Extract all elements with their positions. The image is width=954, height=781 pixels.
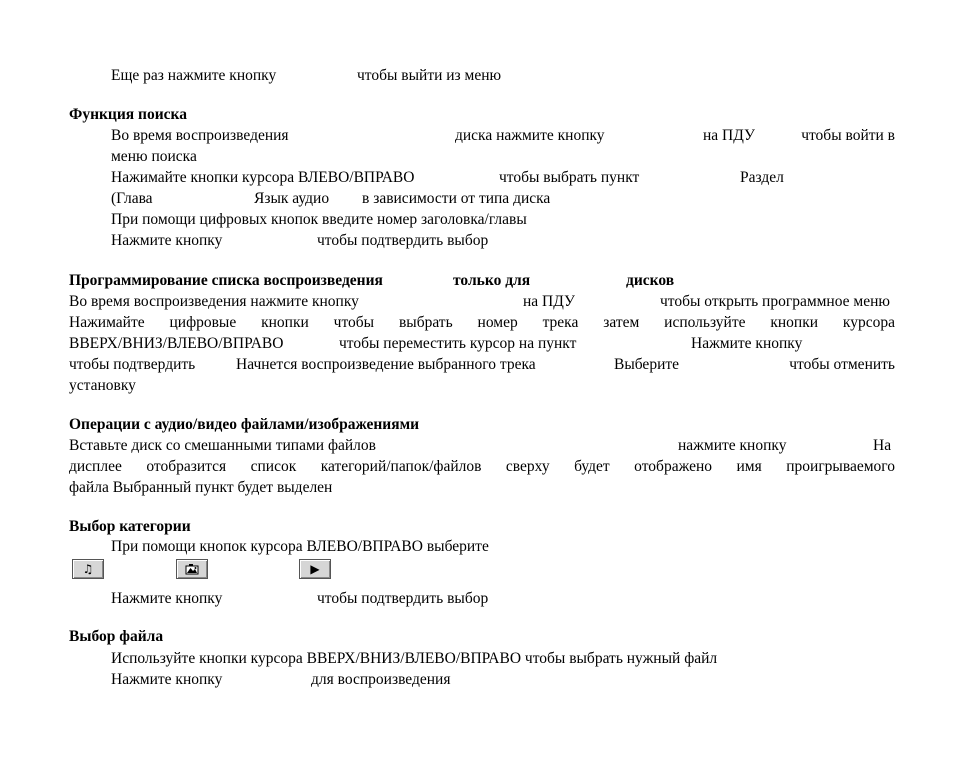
text-line: (Глава bbox=[111, 190, 153, 207]
text-line: для воспроизведения bbox=[311, 671, 451, 688]
music-note-icon[interactable]: ♫ bbox=[72, 559, 104, 579]
section-heading-program: Программирование списка воспроизведения bbox=[69, 272, 383, 289]
text-line: на ПДУ bbox=[523, 293, 575, 310]
text-line: Раздел bbox=[740, 169, 784, 186]
text-line: чтобы подтвердить bbox=[69, 356, 196, 373]
text-line: Нажмите кнопку bbox=[111, 671, 223, 688]
text-line: диска нажмите кнопку bbox=[455, 127, 605, 144]
section-heading-category: Выбор категории bbox=[69, 518, 191, 535]
section-heading-program-part: дисков bbox=[626, 272, 675, 289]
section-heading-program-part: только для bbox=[453, 272, 531, 289]
text-line: Используйте кнопки курсора ВВЕРХ/ВНИЗ/ВЛЕВО/ВПРАВО чтобы выбрать нужный файл bbox=[111, 650, 718, 667]
text-line-content: Нажимайте цифровые кнопки чтобы выбрать номер трека затем используйте кнопки курсора bbox=[69, 314, 895, 331]
text-line: Начнется воспроизведение выбранного трека bbox=[236, 356, 536, 373]
text-line: Во время воспроизведения bbox=[111, 127, 289, 144]
text-line: чтобы выбрать пункт bbox=[499, 169, 640, 186]
text-line: чтобы выйти из меню bbox=[357, 67, 502, 84]
text-line: При помощи кнопок курсора ВЛЕВО/ВПРАВО выберите bbox=[111, 538, 489, 555]
text-line: на ПДУ bbox=[703, 127, 755, 144]
text-line: чтобы войти в bbox=[801, 127, 895, 144]
section-heading-files: Операции с аудио/видео файлами/изображениями bbox=[69, 416, 420, 433]
text-line bbox=[69, 456, 895, 477]
text-line: чтобы отменить bbox=[789, 356, 895, 373]
text-line-content: дисплее отобразится список категорий/папок/файлов сверху будет отображено имя проигрываемого bbox=[69, 458, 895, 475]
text-line: установку bbox=[69, 377, 136, 394]
text-line: Еще раз нажмите кнопку bbox=[111, 67, 277, 84]
section-heading-search: Функция поиска bbox=[69, 106, 187, 123]
text-line: нажмите кнопку bbox=[678, 437, 787, 454]
text-line: На bbox=[873, 437, 892, 454]
text-line: Во время воспроизведения нажмите кнопку bbox=[69, 293, 359, 310]
text-line: чтобы подтвердить выбор bbox=[317, 590, 489, 607]
text-line: Нажмите кнопку bbox=[111, 232, 223, 249]
text-line: При помощи цифровых кнопок введите номер заголовка/главы bbox=[111, 211, 527, 228]
section-heading-file: Выбор файла bbox=[69, 628, 164, 645]
text-line: чтобы переместить курсор на пункт bbox=[339, 335, 577, 352]
text-line: Нажимайте кнопки курсора ВЛЕВО/ВПРАВО bbox=[111, 169, 415, 186]
text-line: меню поиска bbox=[111, 148, 197, 165]
text-line bbox=[69, 312, 895, 333]
text-line: Выберите bbox=[614, 356, 680, 373]
play-icon[interactable]: ▶ bbox=[299, 559, 331, 579]
text-line: Нажмите кнопку bbox=[691, 335, 803, 352]
text-line: в зависимости от типа диска bbox=[362, 190, 551, 207]
text-line: Язык аудио bbox=[254, 190, 330, 207]
text-line: ВВЕРХ/ВНИЗ/ВЛЕВО/ВПРАВО bbox=[69, 335, 284, 352]
photo-icon-glyph bbox=[185, 563, 199, 575]
text-line: чтобы подтвердить выбор bbox=[317, 232, 489, 249]
text-line: Вставьте диск со смешанными типами файлов bbox=[69, 437, 376, 454]
text-line: файла Выбранный пункт будет выделен bbox=[69, 479, 333, 496]
text-line: Нажмите кнопку bbox=[111, 590, 223, 607]
photo-icon[interactable] bbox=[176, 559, 208, 579]
text-line: чтобы открыть программное меню bbox=[660, 293, 890, 310]
